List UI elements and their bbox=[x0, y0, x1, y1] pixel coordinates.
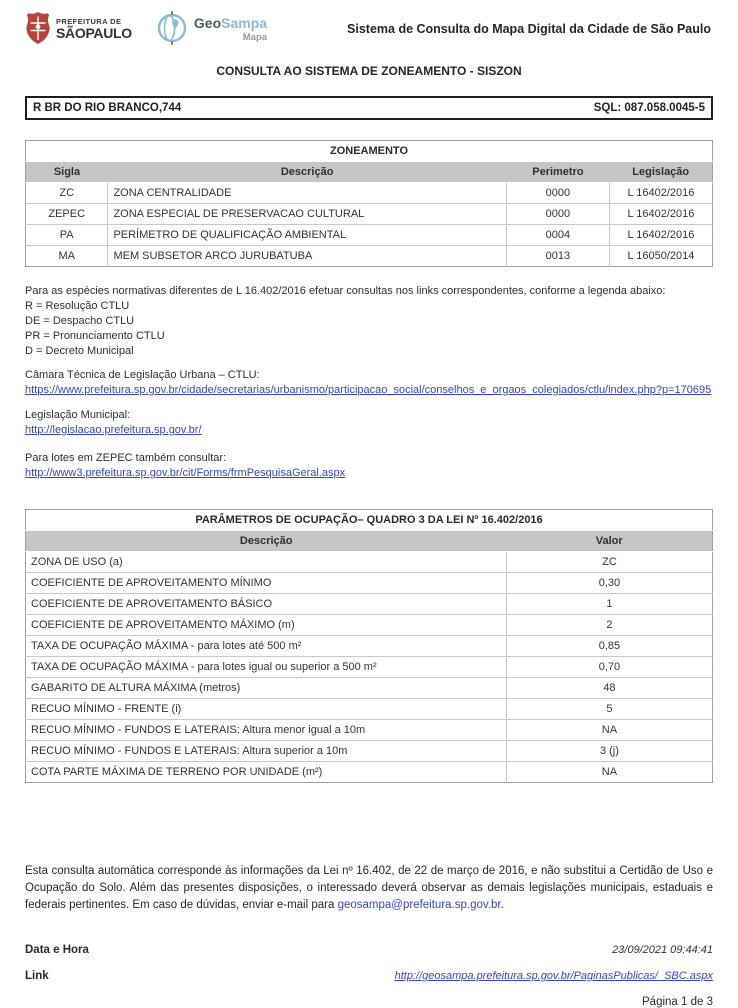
legend-item-pr: PR = Pronunciamento CTLU bbox=[25, 330, 165, 342]
table-row bbox=[26, 762, 713, 783]
table-row bbox=[26, 678, 713, 699]
col-header-perimetro: Perimetro bbox=[506, 162, 609, 183]
link-label: Link bbox=[25, 970, 49, 982]
col-header-sigla: Sigla bbox=[26, 162, 108, 183]
cell-perimetro: 0004 bbox=[506, 225, 609, 246]
cell-descricao: TAXA DE OCUPAÇÃO MÁXIMA - para lotes igual ou superior a 500 m² bbox=[26, 657, 507, 678]
parametros-header-row bbox=[26, 531, 713, 552]
sql-value: SQL: 087.058.0045-5 bbox=[593, 102, 705, 114]
legend-item-r: R = Resolução CTLU bbox=[25, 300, 130, 312]
cell-valor: 48 bbox=[506, 678, 712, 699]
legend-intro: Para as espécies normativas diferentes de L 16.402/2016 efetuar consultas nos links correspondentes, conforme a legenda abaixo: bbox=[25, 285, 666, 297]
zoneamento-table-title: ZONEAMENTO bbox=[26, 141, 713, 162]
prefeitura-crest-icon bbox=[25, 11, 51, 48]
cell-sigla: ZC bbox=[26, 183, 108, 204]
geosampa-globe-icon bbox=[154, 8, 190, 51]
geosampa-logo-mapa: Mapa bbox=[242, 31, 268, 43]
address-value: R BR DO RIO BRANCO,744 bbox=[33, 102, 182, 114]
cell-descricao: RECUO MÍNIMO - FUNDOS E LATERAIS: Altura menor igual a 10m bbox=[26, 720, 507, 741]
municipal-link[interactable]: http://legislacao.prefeitura.sp.gov.br/ bbox=[25, 424, 202, 436]
table-row bbox=[26, 720, 713, 741]
cell-descricao: COTA PARTE MÁXIMA DE TERRENO POR UNIDADE (m²) bbox=[31, 766, 323, 778]
geosampa-email-link[interactable]: geosampa@prefeitura.sp.gov.br bbox=[337, 899, 501, 911]
cell-valor: 0,85 bbox=[506, 636, 712, 657]
parametros-table-title: PARÂMETROS DE OCUPAÇÃO– QUADRO 3 DA LEI Nº 16.402/2016 bbox=[26, 510, 713, 531]
parametros-table bbox=[25, 509, 713, 783]
cell-descricao: COEFICIENTE DE APROVEITAMENTO BÁSICO bbox=[26, 594, 507, 615]
geosampa-logo bbox=[154, 8, 267, 51]
cell-descricao: ZONA CENTRALIDADE bbox=[108, 183, 506, 204]
ctlu-link-block bbox=[25, 368, 713, 398]
zepec-link-block bbox=[25, 451, 713, 481]
municipal-link-block bbox=[25, 408, 713, 438]
cell-legislacao: L 16402/2016 bbox=[609, 225, 712, 246]
cell-perimetro: 0013 bbox=[506, 246, 609, 267]
ctlu-label: Câmara Técnica de Legislação Urbana – CTLU: bbox=[25, 369, 260, 381]
cell-valor: 1 bbox=[506, 594, 712, 615]
table-row bbox=[26, 657, 713, 678]
zepec-link[interactable]: http://www3.prefeitura.sp.gov.br/cit/Forms/frmPesquisaGeral.aspx bbox=[25, 467, 346, 479]
system-title: Sistema de Consulta do Mapa Digital da Cidade de São Paulo bbox=[347, 22, 711, 36]
disclaimer-body: Esta consulta automática corresponde às informações da Lei nº 16.402, de 22 de março de 2016, e não substitui a Certidão de Uso e Ocupação do Solo. Além das presentes disposições, o interessado deverá observar as demais legislações municipais, estaduais e federais pertinentes. Em caso de dúvidas, enviar e-mail para bbox=[25, 865, 713, 911]
disclaimer-text bbox=[25, 863, 713, 914]
col-header-descricao: Descrição bbox=[26, 531, 507, 552]
legend-item-de: DE = Despacho CTLU bbox=[25, 315, 135, 327]
cell-sigla: ZEPEC bbox=[26, 204, 108, 225]
geosampa-logo-text bbox=[194, 16, 267, 43]
table-row bbox=[26, 741, 713, 762]
cell-sigla: MA bbox=[58, 250, 75, 262]
cell-legislacao: L 16402/2016 bbox=[609, 204, 712, 225]
table-row bbox=[26, 225, 713, 246]
cell-descricao: MEM SUBSETOR ARCO JURUBATUBA bbox=[108, 246, 506, 267]
cell-descricao: ZONA ESPECIAL DE PRESERVACAO CULTURAL bbox=[108, 204, 506, 225]
cell-valor: 3 (j) bbox=[506, 741, 712, 762]
page-title: CONSULTA AO SISTEMA DE ZONEAMENTO - SISZON bbox=[216, 64, 522, 78]
cell-valor: 0,30 bbox=[506, 573, 712, 594]
legend-item-d: D = Decreto Municipal bbox=[25, 345, 134, 357]
legend-block bbox=[25, 284, 713, 359]
datetime-label: Data e Hora bbox=[25, 944, 89, 956]
cell-descricao: GABARITO DE ALTURA MÁXIMA (metros) bbox=[26, 678, 507, 699]
cell-descricao: PERÍMETRO DE QUALIFICAÇÃO AMBIENTAL bbox=[108, 225, 506, 246]
cell-valor: 0,70 bbox=[506, 657, 712, 678]
page-number: Página 1 de 3 bbox=[642, 995, 713, 1008]
prefeitura-logo-text bbox=[56, 18, 132, 41]
prefeitura-logo-line1: PREFEITURA DE bbox=[56, 16, 122, 26]
table-row bbox=[26, 204, 713, 225]
datetime-row bbox=[25, 944, 713, 956]
zoneamento-header-row bbox=[26, 162, 713, 183]
geosampa-logo-sampa: Sampa bbox=[221, 14, 268, 31]
prefeitura-logo bbox=[25, 11, 132, 48]
table-row bbox=[26, 183, 713, 204]
zoneamento-table bbox=[25, 140, 713, 267]
table-row bbox=[26, 246, 713, 267]
cell-descricao: COEFICIENTE DE APROVEITAMENTO MÁXIMO (m) bbox=[26, 615, 507, 636]
ctlu-link[interactable]: https://www.prefeitura.sp.gov.br/cidade/secretarias/urbanismo/participacao_social/conselhos_e_orgaos_colegiados/ctlu/index.php?p=170695 bbox=[25, 384, 712, 396]
geosampa-logo-geo: Geo bbox=[193, 14, 222, 31]
page-header bbox=[25, 0, 713, 48]
cell-valor: NA bbox=[506, 720, 712, 741]
col-header-valor: Valor bbox=[506, 531, 712, 552]
cell-descricao: RECUO MÍNIMO - FUNDOS E LATERAIS: Altura superior a 10m bbox=[26, 741, 507, 762]
table-row bbox=[26, 573, 713, 594]
cell-descricao: COEFICIENTE DE APROVEITAMENTO MÍNIMO bbox=[26, 573, 507, 594]
cell-descricao: ZONA DE USO (a) bbox=[26, 552, 507, 573]
cell-descricao: RECUO MÍNIMO - FRENTE (i) bbox=[26, 699, 507, 720]
cell-perimetro: 0000 bbox=[506, 183, 609, 204]
table-row bbox=[26, 552, 713, 573]
table-row bbox=[26, 699, 713, 720]
parametros-title-row bbox=[26, 510, 713, 531]
cell-valor: ZC bbox=[506, 552, 712, 573]
datetime-value: 23/09/2021 09:44:41 bbox=[612, 944, 713, 956]
link-row bbox=[25, 969, 713, 984]
col-header-legislacao: Legislação bbox=[609, 162, 712, 183]
cell-valor: 2 bbox=[506, 615, 712, 636]
zoneamento-title-row bbox=[26, 141, 713, 162]
disclaimer-suffix: . bbox=[500, 899, 504, 911]
cell-perimetro: 0000 bbox=[506, 204, 609, 225]
cell-legislacao: L 16050/2014 bbox=[609, 246, 712, 267]
table-row bbox=[26, 636, 713, 657]
table-row bbox=[26, 615, 713, 636]
zepec-label: Para lotes em ZEPEC também consultar: bbox=[25, 452, 227, 464]
cell-descricao: TAXA DE OCUPAÇÃO MÁXIMA - para lotes até 500 m² bbox=[26, 636, 507, 657]
consulta-link[interactable]: http://geosampa.prefeitura.sp.gov.br/PaginasPublicas/_SBC.aspx bbox=[394, 970, 713, 982]
address-bar bbox=[25, 96, 713, 120]
municipal-label: Legislação Municipal: bbox=[25, 409, 131, 421]
cell-legislacao: L 16402/2016 bbox=[609, 183, 712, 204]
cell-valor: 5 bbox=[506, 699, 712, 720]
table-row bbox=[26, 594, 713, 615]
cell-sigla: PA bbox=[26, 225, 108, 246]
col-header-descricao: Descrição bbox=[108, 162, 506, 183]
prefeitura-logo-line2: SÃOPAULO bbox=[56, 24, 132, 41]
cell-valor: NA bbox=[506, 762, 712, 783]
